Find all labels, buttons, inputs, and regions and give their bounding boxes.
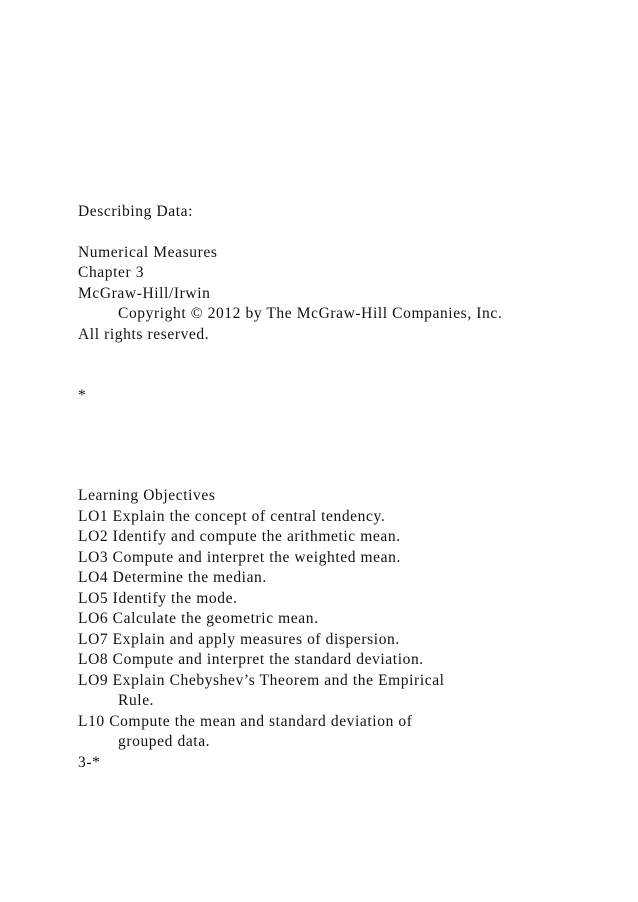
- objective-item: LO7 Explain and apply measures of dispersion.: [78, 631, 400, 648]
- publisher-label: McGraw-Hill/Irwin: [78, 285, 211, 302]
- objective-item: L10 Compute the mean and standard deviation of: [78, 713, 413, 730]
- copyright-line: Copyright © 2012 by The McGraw-Hill Companies, Inc.: [118, 305, 503, 322]
- objectives-title: Learning Objectives: [78, 487, 216, 504]
- objective-item: LO5 Identify the mode.: [78, 590, 238, 607]
- objective-item-continuation: Rule.: [118, 692, 155, 709]
- slide-footer: *: [78, 387, 87, 404]
- slide-subtitle: Numerical Measures: [78, 244, 218, 261]
- slide-title: Describing Data:: [78, 203, 194, 220]
- objective-item: LO1 Explain the concept of central tendency.: [78, 508, 386, 525]
- objective-item: LO9 Explain Chebyshev’s Theorem and the Empirical: [78, 672, 445, 689]
- page-footer: 3-*: [78, 754, 101, 771]
- objective-item: LO8 Compute and interpret the standard deviation.: [78, 651, 424, 668]
- rights-line: All rights reserved.: [78, 326, 210, 343]
- objective-item: LO3 Compute and interpret the weighted mean.: [78, 549, 401, 566]
- objective-item: LO2 Identify and compute the arithmetic mean.: [78, 528, 401, 545]
- objective-item: LO6 Calculate the geometric mean.: [78, 610, 319, 627]
- objective-item-continuation: grouped data.: [118, 733, 211, 750]
- objective-item: LO4 Determine the median.: [78, 569, 267, 586]
- chapter-label: Chapter 3: [78, 264, 145, 281]
